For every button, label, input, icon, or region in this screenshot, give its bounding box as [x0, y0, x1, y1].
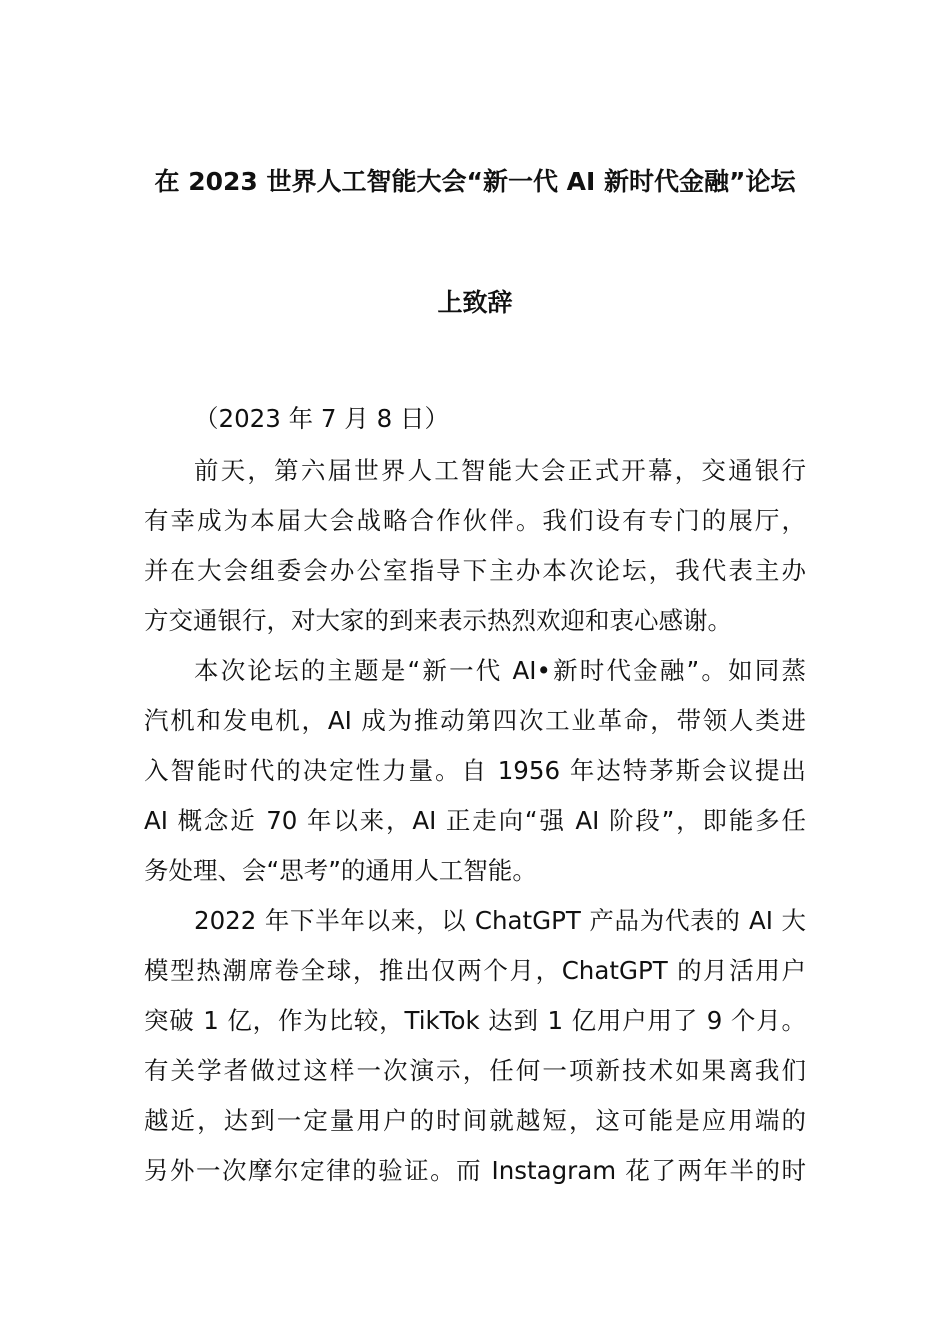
- paragraph-line: 另外一次摩尔定律的验证。而 Instagram 花了两年半的时: [144, 1156, 806, 1185]
- document-title-line-2: 上致辞: [437, 288, 513, 317]
- paragraph-line: 前天，第六届世界人工智能大会正式开幕，交通银行: [194, 456, 806, 485]
- paragraph-line: 突破 1 亿，作为比较，TikTok 达到 1 亿用户用了 9 个月。: [144, 1006, 806, 1035]
- paragraph-line: 2022 年下半年以来，以 ChatGPT 产品为代表的 AI 大: [194, 906, 806, 935]
- paragraph-line: 方交通银行，对大家的到来表示热烈欢迎和衷心感谢。: [144, 606, 732, 635]
- paragraph-line: AI 概念近 70 年以来，AI 正走向“强 AI 阶段”，即能多任: [144, 806, 806, 835]
- paragraph-line: 越近，达到一定量用户的时间就越短，这可能是应用端的: [144, 1106, 806, 1135]
- paragraph-line: 务处理、会“思考”的通用人工智能。: [144, 856, 537, 885]
- paragraph-line: 有关学者做过这样一次演示，任何一项新技术如果离我们: [144, 1056, 806, 1085]
- paragraph-line: 本次论坛的主题是“新一代 AI•新时代金融”。如同蒸: [194, 656, 806, 685]
- paragraph-line: 汽机和发电机，AI 成为推动第四次工业革命，带领人类进: [144, 706, 806, 735]
- document-title-line-1: 在 2023 世界人工智能大会“新一代 AI 新时代金融”论坛: [154, 167, 796, 196]
- paragraph-line: 模型热潮席卷全球，推出仅两个月，ChatGPT 的月活用户: [144, 956, 806, 985]
- paragraph-line: 并在大会组委会办公室指导下主办本次论坛，我代表主办: [144, 556, 806, 585]
- document-date: （2023 年 7 月 8 日）: [194, 404, 449, 433]
- paragraph-line: 入智能时代的决定性力量。自 1956 年达特茅斯会议提出: [144, 756, 806, 785]
- paragraph-line: 有幸成为本届大会战略合作伙伴。我们设有专门的展厅，: [144, 506, 806, 535]
